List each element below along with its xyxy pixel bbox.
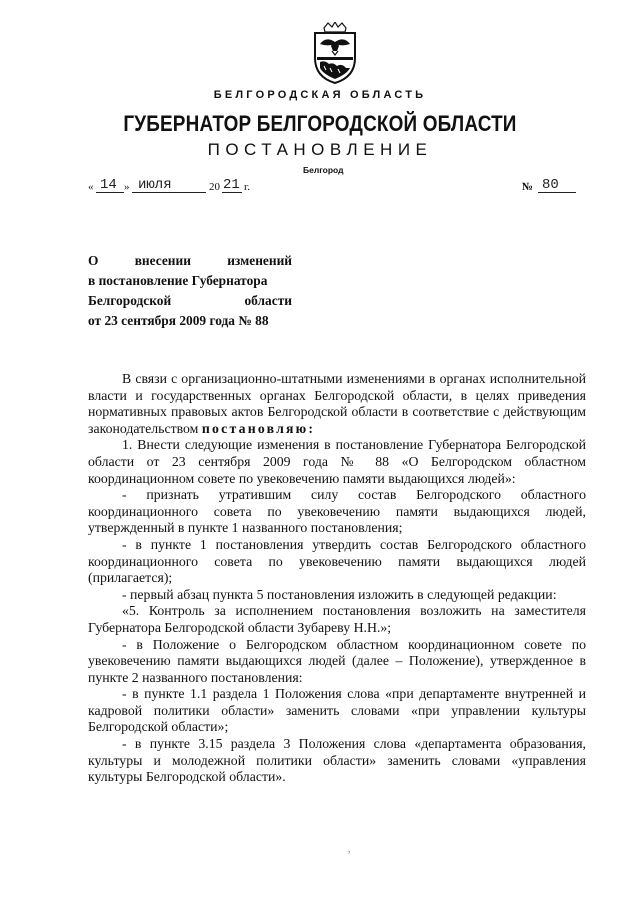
date-day: 14 [100,177,117,193]
authority-title: ГУБЕРНАТОР БЕЛГОРОДСКОЙ ОБЛАСТИ [123,111,517,136]
intro-text: В связи с организационно-штатными изменениями в органах исполнительной власти и государственных органах Белгородской области, в целях приведения нормативных правовых актов Белгородской области в соответствие с действующим законодательством [88,371,586,436]
body-paragraph: 1. Внести следующие изменения в постановление Губернатора Белгородской области от 23 сентября 2009 года № 88 «О Белгородском областном координационном совете по увековечению памяти выдающихся людей»: [88,437,586,486]
body-paragraph: «5. Контроль за исполнением постановления возложить на заместителя Губернатора Белгородской области Зубареву Н.Н.»; [88,603,586,635]
resolve-word: постановляю: [201,420,316,436]
body-paragraph: - в пункте 1 постановления утвердить состав Белгородского областного координационного совета по увековечению памяти выдающихся людей (прилагается); [88,536,586,586]
document-type: ПОСТАНОВЛЕНИЕ [207,140,433,159]
scan-mark: , [348,844,351,854]
document-subject [88,251,292,331]
year-abbrev: г. [244,181,251,193]
belgorod-coat-of-arms-icon [311,22,359,84]
year-prefix: 20 [209,181,220,193]
date-month: июля [138,177,172,193]
body-paragraph: - первый абзац пункта 5 постановления изложить в следующей редакции: [122,586,557,602]
body-paragraph: - признать утратившим силу состав Белгородского областного координационного совета по увековечению памяти выдающихся людей, утвержденный в пункте 1 названного постановления; [88,487,586,536]
subject-line: О внесении изменений [88,253,292,268]
body-paragraph: - в Положение о Белгородском областном координационном совете по увековечению памяти выдающихся людей (далее – Положение), утвержденное в пункте 2 названного постановления: [88,636,586,685]
body-paragraph: - в пункте 3.15 раздела 3 Положения слова «департамента образования, культуры и молодежной политики области» заменить словами «управления культуры Белгородской области». [88,736,586,785]
city-name: Белгород [303,165,344,175]
dateline [88,173,578,195]
body-paragraph: - в пункте 1.1 раздела 1 Положения слова «при департаменте внутренней и кадровой политики области» заменить словами «при управлении культуры Белгородской области»; [88,686,586,735]
date-close-quote: » [124,181,130,193]
year-suffix: 21 [223,177,240,193]
number-label: № [522,181,534,193]
date-open-quote: « [88,181,94,193]
subject-line: от 23 сентября 2009 года № 88 [88,313,269,328]
subject-line: в постановление Губернатора [88,273,268,288]
document-number: 80 [542,177,559,193]
region-name: БЕЛГОРОДСКАЯ ОБЛАСТЬ [213,89,427,101]
document-body [88,371,586,786]
intro-paragraph [88,371,586,437]
subject-line: Белгородской области [88,293,292,308]
